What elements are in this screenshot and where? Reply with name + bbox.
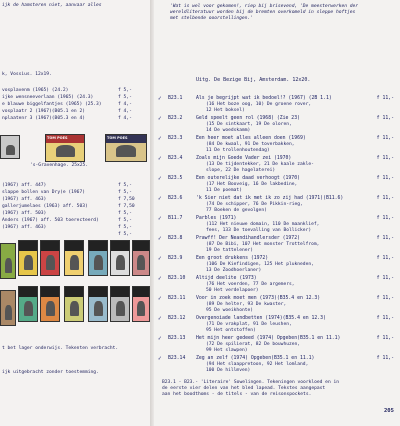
- entry-code: B23.14: [168, 356, 186, 361]
- entry-code: B23.3: [168, 136, 183, 141]
- entry-contents: 95 De woeikhonte): [206, 308, 254, 313]
- entry-code: B23.5: [168, 176, 183, 181]
- page-number: 205: [384, 408, 394, 414]
- entry-title: Een heer moet alles alleen doen (1969): [196, 136, 306, 141]
- intro-line-2: met stelbende ooorstellingen.': [170, 16, 253, 21]
- left-bottom-1: ijk uitgebracht zonder toestemming.: [2, 370, 99, 375]
- left-mid-1: (1967) aff. 447): [2, 183, 47, 188]
- entry-contents: (84 De kwaal, 91 De toverbakken,: [206, 142, 295, 147]
- entry-contents: 77 Boeken de gevolgen): [206, 208, 267, 213]
- entry-contents: 19 De tattelener): [206, 248, 254, 253]
- entry-price: f 11,-: [376, 136, 394, 141]
- entry-contents: 12 Het boksel): [206, 108, 245, 113]
- cover-title: TOM POES: [47, 136, 68, 140]
- entry-contents: (94 Het slaappretoon, 92 Het lomland,: [206, 362, 309, 367]
- left-mid-0: 's-Gravenhage. 25x25.: [30, 163, 89, 168]
- cover-title: TOM POES: [107, 136, 128, 140]
- entry-contents: 95 Het ontstoffen): [206, 328, 256, 333]
- left-mid-price-4: f 5,-: [118, 211, 132, 216]
- entry-title: Prawff! Der Neandihandlersder (1972): [196, 236, 300, 241]
- entry-contents: (76 Het voerden, 77 De argemers,: [206, 282, 295, 287]
- left-price-0: f 5,-: [118, 88, 132, 93]
- entry-title: Een groot drukkens (1972): [196, 256, 269, 261]
- cover-thumb: [0, 243, 16, 279]
- entry-contents: (13 De tijdentekker, 21 De kaale zakle-: [206, 162, 314, 167]
- cover-thumb: [40, 240, 60, 276]
- entry-price: f 11,-: [376, 196, 394, 201]
- entry-code: B23.13: [168, 336, 186, 341]
- left-line-4: vosplaatr 2 (1967)(B05.1 en 2): [2, 109, 85, 114]
- entry-title: Altijd deelite (1973): [196, 276, 257, 281]
- left-mid-price-5: f 5,-: [118, 218, 132, 223]
- entry-title: 'k Sier niet dat ik met ik zo zij had (1971)(B11.6): [196, 196, 344, 201]
- left-mid-6: Anders (1967) aff. 503 toerecteerd): [2, 218, 99, 223]
- entry-price: f 11,-: [376, 336, 394, 341]
- entry-contents: 11 De trollenhoutendag): [206, 148, 270, 153]
- cover-thumb: [110, 240, 130, 276]
- check-mark-icon: ✓: [157, 174, 163, 183]
- entry-contents: (16 Het boze oog, 10) De groene rover,: [206, 102, 312, 107]
- entry-contents: (74 De schipper, 76 De Pikkin-rieg,: [206, 202, 303, 207]
- entry-contents: 14 De woedskamm): [206, 128, 251, 133]
- left-mid-price-6: f 5,-: [118, 225, 132, 230]
- entry-price: f 11,-: [376, 316, 394, 321]
- footer-line-0: B23.1 - B23.- 'Literaire' Sowelingen. Tekeningen voorkloed en in: [162, 380, 340, 385]
- footer-line-2: aan het boodthoms - de titels - van de reisonspockets.: [162, 392, 312, 397]
- left-mid-price-7: f 5,-: [118, 232, 132, 237]
- entry-code: B23.11: [168, 296, 186, 301]
- entry-title: Parbles (1971): [196, 216, 237, 221]
- entry-code: B23.8: [168, 236, 183, 241]
- cover-thumb: [132, 240, 150, 276]
- cover-thumb: [88, 286, 108, 322]
- cover-thumb: [18, 240, 38, 276]
- entry-price: f 11,-: [376, 256, 394, 261]
- entry-title: Het mijn heer gedeed (1974) Opgeben(B35.1 en 11.1): [196, 336, 341, 341]
- entry-price: f 11,-: [376, 216, 394, 221]
- cover-thumb: [64, 286, 84, 322]
- entry-price: f 11,-: [376, 156, 394, 161]
- left-line-0: k, Vossius. 12x19.: [2, 72, 52, 77]
- entry-price: f 11,-: [376, 116, 394, 121]
- cover-thumb: [105, 134, 147, 162]
- entry-contents: (87 De Bibi, 107 Het monster Trottelfrom,: [206, 242, 320, 247]
- left-mid-price-1: f 5,-: [118, 190, 132, 195]
- cover-thumb: [0, 135, 20, 159]
- entry-title: Overgenoiade landbetten (1974)(B35.4 en 12.3): [196, 316, 326, 321]
- check-mark-icon: ✓: [157, 94, 163, 103]
- check-mark-icon: ✓: [157, 354, 163, 363]
- check-mark-icon: ✓: [157, 114, 163, 123]
- entry-title: Geld speelt geen rol (1968) (Zie 23): [196, 116, 300, 121]
- left-page: [0, 0, 154, 426]
- entry-code: B23.4: [168, 156, 183, 161]
- entry-code: B23.12: [168, 316, 186, 321]
- cover-thumb: [64, 240, 84, 276]
- check-mark-icon: ✓: [157, 134, 163, 143]
- entry-contents: fees, 133 De toevalling van Bollicker): [206, 228, 312, 233]
- entry-price: f 11,-: [376, 96, 394, 101]
- left-price-3: f 4,-: [118, 109, 132, 114]
- entry-code: B23.1: [168, 96, 183, 101]
- left-bottom-0: t bet lager onderwijs. Tekenten verbracht.: [2, 346, 119, 351]
- cover-thumb: [45, 134, 85, 162]
- entry-price: f 11,-: [376, 176, 394, 181]
- left-top-line: ijk de hamsteren niet, aanvaar alles: [2, 3, 102, 8]
- check-mark-icon: ✓: [157, 254, 163, 263]
- entry-contents: (15 De sintkaart, 19 De oloren,: [206, 122, 292, 127]
- entry-code: B23.6: [168, 196, 183, 201]
- cover-thumb: [132, 286, 150, 322]
- entry-contents: (72 De spilierat, 82 De bouwhuzen,: [206, 342, 301, 347]
- left-price-1: f 5,-: [118, 95, 132, 100]
- left-mid-3: (1967) aff. 463): [2, 197, 47, 202]
- check-mark-icon: ✓: [157, 314, 163, 323]
- entry-code: B23.9: [168, 256, 183, 261]
- entry-title: Een outerelijke daad verhoogt (1970): [196, 176, 300, 181]
- entry-title: Zeg an zelf (1974) Opgeben(B35.1 en 11.1): [196, 356, 315, 361]
- entry-contents: (112 Het nieuwe domain, 110 De maanklief,: [206, 222, 320, 227]
- entry-price: f 11,-: [376, 236, 394, 241]
- left-mid-4: gallerjumelaes (1963) aff. 503): [2, 204, 88, 209]
- check-mark-icon: ✓: [157, 214, 163, 223]
- entry-title: Als je begrijpt wat ik bedoel!? (1967) (2B 1.1): [196, 96, 332, 101]
- cover-thumb: [18, 286, 38, 322]
- left-mid-price-3: f 7,50: [118, 204, 135, 209]
- entry-price: f 11,-: [376, 276, 394, 281]
- cover-thumb: [110, 286, 130, 322]
- footer-line-1: de eerste vier delen van het bled lapead. Tekstes aangepast: [162, 386, 326, 391]
- entry-price: f 11,-: [376, 296, 394, 301]
- entry-contents: slope, 22 De hagelaterei): [206, 168, 276, 173]
- cover-thumb: [0, 290, 16, 326]
- cover-thumb: [88, 240, 108, 276]
- right-page: [154, 0, 400, 426]
- entry-code: B23.10: [168, 276, 186, 281]
- left-price-4: f 4,-: [118, 116, 132, 121]
- left-mid-price-2: f 7,50: [118, 197, 135, 202]
- entry-code: B23.2: [168, 116, 183, 121]
- entry-title: Zoals mijn Goede Vader zei (1970): [196, 156, 292, 161]
- check-mark-icon: ✓: [157, 234, 163, 243]
- publisher-line: Uitg. De Bezige Bij, Amsterdam. 12x20.: [196, 77, 311, 83]
- entry-contents: (71 De vrakplat, 91 De leushen,: [206, 322, 292, 327]
- left-mid-5: (1967) aff. 503): [2, 211, 47, 216]
- intro-line-1: wereldliteratuur worden bij de bremten overkomeld in sleppe hoftjes: [170, 10, 356, 15]
- check-mark-icon: ✓: [157, 274, 163, 283]
- entry-price: f 11,-: [376, 356, 394, 361]
- intro-line-0: 'Wat is wel voor gekomen!, riep bij brisevend, 'De meesterwerken der: [170, 4, 359, 9]
- entry-contents: 13 De Zoodhoerlaner): [206, 268, 262, 273]
- entry-code: B11.7: [168, 216, 183, 221]
- left-mid-2: slappe bollen van Dry(e (1967): [2, 190, 85, 195]
- check-mark-icon: ✓: [157, 294, 163, 303]
- cover-thumb: [40, 286, 60, 322]
- left-mid-7: (1967) aff. 463): [2, 225, 47, 230]
- entry-contents: (106 De Kiefindigen, 125 Het plukneden,: [206, 262, 314, 267]
- check-mark-icon: ✓: [157, 154, 163, 163]
- entry-contents: 11 De poemat): [206, 188, 242, 193]
- entry-contents: 99 Het slawpen): [206, 348, 248, 353]
- left-line-3: e blauwe biggelfantjes (1965) (25.3): [2, 102, 102, 107]
- entry-title: Voor in zoek moet men (1973)(B35.4 en 12.3): [196, 296, 321, 301]
- entry-contents: 50 Het verdelapoer): [206, 288, 259, 293]
- left-line-5: nplaatenr 3 (1967)(B05.3 en 4): [2, 116, 85, 121]
- check-mark-icon: ✓: [157, 194, 163, 203]
- entry-contents: 100 De hillmven): [206, 368, 251, 373]
- entry-contents: (17 Het Booveig, 16 De lakbedine,: [206, 182, 298, 187]
- left-mid-price-0: f 5,-: [118, 183, 132, 188]
- left-price-2: f 4,-: [118, 102, 132, 107]
- left-line-1: vosplavenm (1965) (24.2): [2, 88, 69, 93]
- check-mark-icon: ✓: [157, 334, 163, 343]
- entry-contents: (89 De helter, 93 De kwaster,: [206, 302, 287, 307]
- left-line-2: ijke wensneeverlaan (1965) (24.3): [2, 95, 94, 100]
